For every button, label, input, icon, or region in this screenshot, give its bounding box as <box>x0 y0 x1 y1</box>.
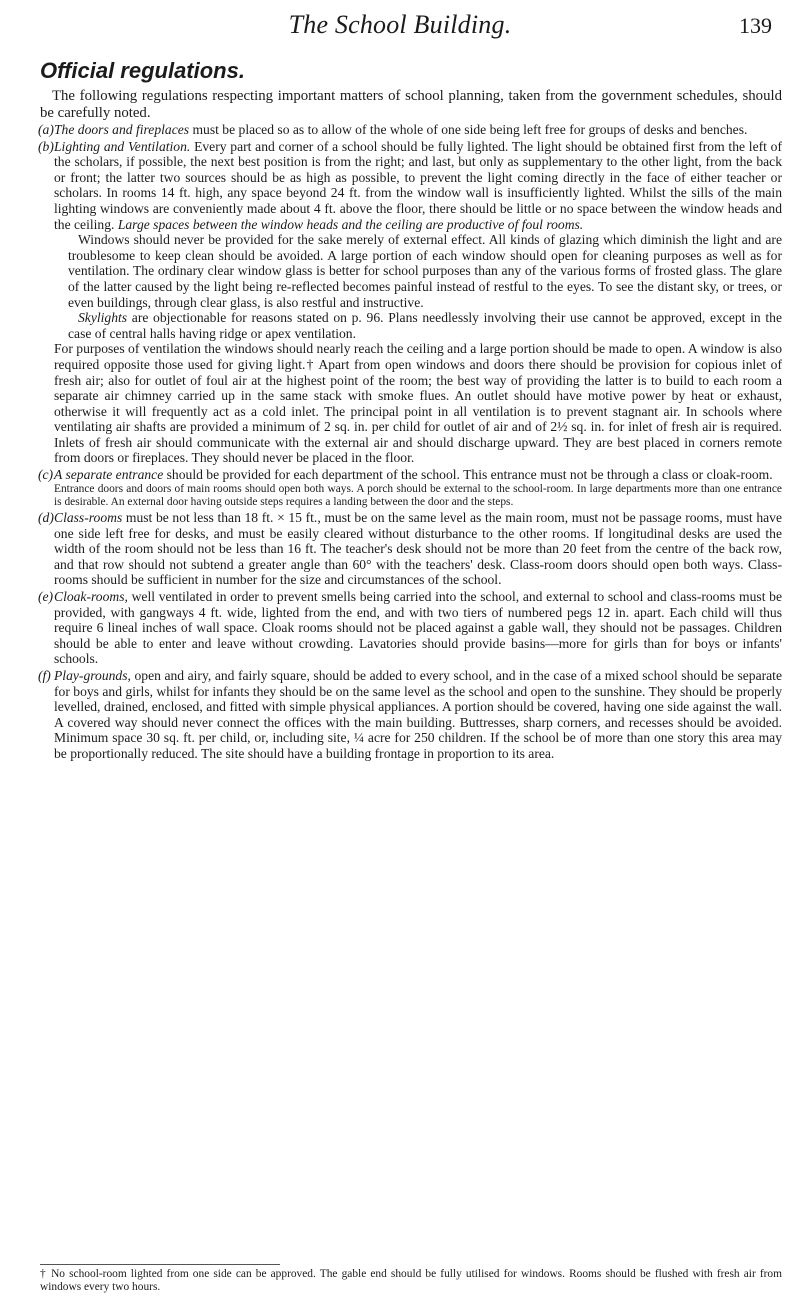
regulation-a <box>40 122 782 138</box>
footnote-rule <box>40 1264 280 1265</box>
regulation-b <box>40 139 782 466</box>
item-label: (f) <box>38 668 51 683</box>
skylights-title: Skylights <box>78 310 128 326</box>
footnote: † No school-room lighted from one side can be approved. The gable end should be fully utilised for windows. Rooms should be flushed with fresh air from windows every two hours. <box>40 1268 782 1294</box>
running-head <box>0 6 800 42</box>
body-text <box>40 88 782 762</box>
ventilation-paragraph: For purposes of ventilation the windows should nearly reach the ceiling and a large portion should be made to open. A window is also required opposite those used for giving light.† Apart from open windows and doors there should be provision for copious inlet of fresh air; also for outlet of foul air at the highest point of the room; the best way of providing the latter is to build to each room a separate air chimney carried up in the same stack with smoke flues. An outlet should have motive power by heat or exhaust, otherwise it will frequently act as a cold inlet. The principal point in all ventilation is to prevent stagnant air. In schools where ventilating air shafts are provided a minimum of 2 sq. in. per child for outlet of air and of 2½ sq. in. for inlet of fresh air is required. Inlets of fresh air should communicate with the external air and should discharge upward. They are best placed in corners remote from doors or fireplaces. They should never be placed in the floor. <box>54 341 782 466</box>
item-title: Cloak-rooms, <box>54 589 128 605</box>
skylights-text: are objectionable for reasons stated on p. 96. Plans needlessly involving their use cannot be approved, except in the case of central halls having ridge or apex ventilation. <box>68 310 782 341</box>
running-title: The School Building. <box>288 10 512 39</box>
regulation-e <box>40 589 782 667</box>
item-title: Lighting and Ventilation. <box>54 138 191 154</box>
item-text: well ventilated in order to prevent smells being carried into the school, and external to school and class-rooms must be provided, with gangways 4 ft. wide, lighted from the end, and with two tiers of numbered pegs 12 in. apart. Each child will thus require 6 lineal inches of wall space. Cloak rooms should not be placed against a gable wall, they should not be passages. Children should be able to enter and leave without crowding. Lavatories should provide basins—more for girls than for boys or infants' schools. <box>54 589 782 667</box>
item-text: Every part and corner of a school should be fully lighted. The light should be obtained first from the left of the scholars, if possible, the next best position is from the right; and last, but only as supplementary to the other light, from the back or front; the latter two sources should be as high as possible, to prevent the light coming directly in the face of either teacher or scholars. In rooms 14 ft. high, any space beyond 24 ft. from the window wall is insufficiently lighted. Whilst the sills of the main lighting windows are conveniently made about 4 ft. above the floor, there should be little or no space between the window heads and the ceiling. <box>54 138 782 232</box>
item-paragraph <box>54 122 782 138</box>
item-title: The doors and fireplaces <box>54 122 190 137</box>
skylights-paragraph <box>54 310 782 341</box>
item-label: (b) <box>38 138 54 154</box>
regulation-f <box>40 668 782 762</box>
intro-paragraph: The following regulations respecting important matters of school planning, taken from the government schedules, should be carefully noted. <box>40 88 782 121</box>
item-text: must be placed so as to allow of the whole of one side being left free for groups of desks and benches. <box>192 122 748 137</box>
item-title: Play-grounds, <box>54 668 131 683</box>
item-text: open and airy, and fairly square, should be added to every school, and in the case of a mixed school should be separate for boys and girls, whilst for infants they should be on the same level as the school and open to the sunshine. They should be properly levelled, drained, enclosed, and fitted with simple physical appliances. A portion should be covered, having one side against the wall. A covered way should never connect the offices with the main building. Buttresses, sharp corners, and recesses should be avoided. Minimum space 30 sq. ft. per child, or, including site, ¼ acre for 250 children. If the school be of more than one story this area may be proportionally reduced. The site should have a building frontage in proportion to its area. <box>54 668 782 761</box>
item-title: A separate entrance <box>54 467 164 483</box>
section-heading: Official regulations. <box>40 58 245 83</box>
item-paragraph <box>54 510 782 588</box>
windows-paragraph: Windows should never be provided for the sake merely of external effect. All kinds of glazing which diminish the light and are troublesome to keep clean should be avoided. A large portion of each window should open for cleaning purposes as well as for ventilation. The ordinary clear window glass is better for school purposes than any of the various forms of frosted glass. The glare of the latter caused by the light being re-reflected becomes painful instead of restful to the eyes. To see the distant sky, or trees, or even buildings, through clear glass, is also restful and instructive. <box>68 232 782 310</box>
emphasis-text: Large spaces between the window heads and the ceiling are productive of foul rooms. <box>117 216 584 232</box>
item-text: must be not less than 18 ft. × 15 ft., must be on the same level as the main room, must not be passage rooms, must have one side left free for desks, and must be easily cleared without disturbance to the other rooms. If longitudinal desks are used the width of the room should not be less than 16 ft. The teacher's desk should not be more than 20 feet from the centre of the back row, and that row should not subtend a greater angle than 60° with the teachers' desk. Class-room doors should open both ways. Class-rooms should be sufficient in number for the size and circumstances of the school. <box>54 510 782 588</box>
item-text: should be provided for each department of the school. This entrance must not be through a class or cloak-room. <box>166 467 773 483</box>
item-paragraph <box>54 668 782 762</box>
entrance-note: Entrance doors and doors of main rooms should open both ways. A porch should be external to the school-room. In large departments more than one entrance is desirable. An external door having outside steps requires a landing between the door and the steps. <box>54 482 782 508</box>
regulation-c <box>40 467 782 509</box>
item-title: Class-rooms <box>54 510 123 526</box>
item-paragraph <box>54 467 782 483</box>
item-label: (a) <box>38 122 54 137</box>
item-label: (d) <box>38 510 54 526</box>
item-paragraph <box>54 139 782 233</box>
page-number: 139 <box>739 13 772 38</box>
regulation-d <box>40 510 782 588</box>
item-paragraph <box>54 589 782 667</box>
item-label: (e) <box>38 589 54 605</box>
item-label: (c) <box>38 467 54 483</box>
